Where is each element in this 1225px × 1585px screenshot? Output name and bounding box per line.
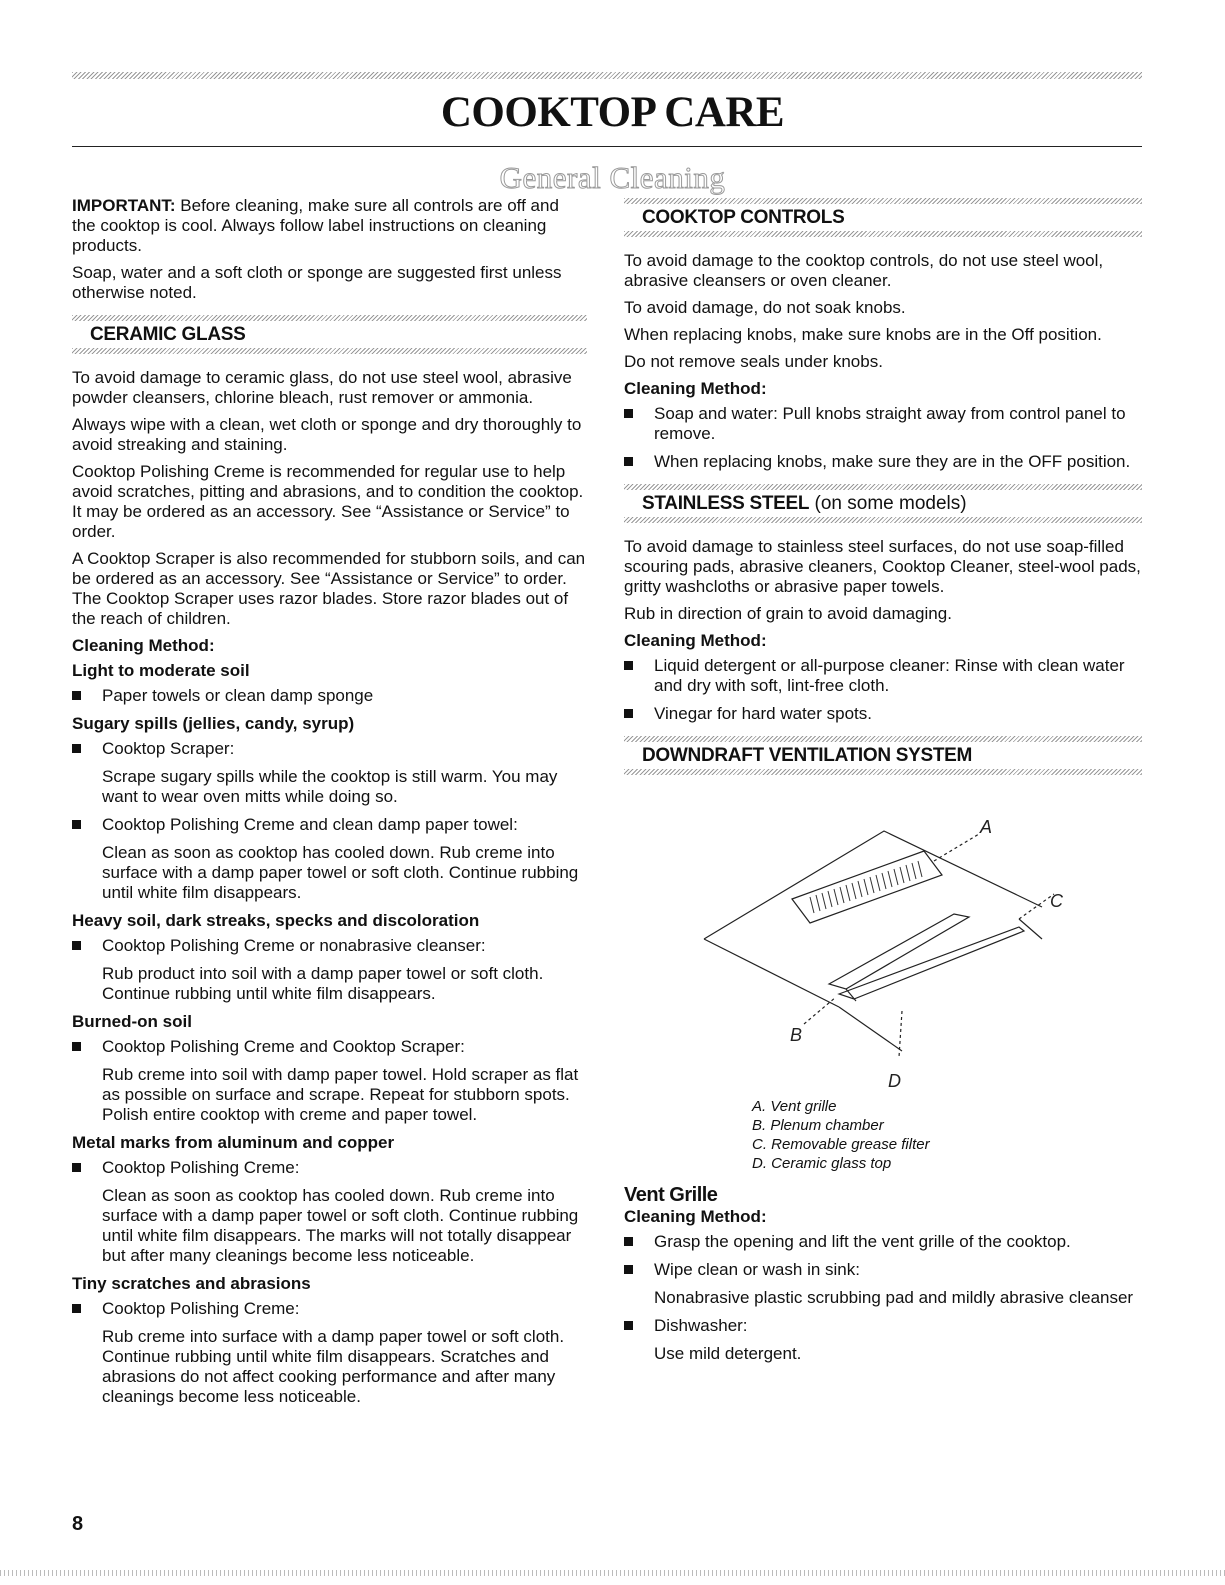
metal-marks-heading: Metal marks from aluminum and copper — [72, 1133, 395, 1152]
sugary-bullet-1-text: Scrape sugary spills while the cooktop is still warm. You may want to wear oven mitts while doing so. — [102, 767, 558, 806]
metal-bullet-1-text: Clean as soon as cooktop has cooled down. Rub creme into surface with a damp paper towel or soft cloth. Continue rubbing until white film disappears. The marks will not totally disappear but after many cleanings become less noticeable. — [102, 1186, 579, 1265]
stainless-steel-heading — [624, 484, 1142, 523]
steel-p2: Rub in direction of grain to avoid damaging. — [624, 604, 952, 623]
stainless-steel-note: (on some models) — [809, 493, 967, 514]
light-soil-bullet: Paper towels or clean damp sponge — [72, 686, 587, 706]
metal-bullet-1: Cooktop Polishing Creme: — [72, 1158, 587, 1178]
tiny-bullet-1-text: Rub creme into surface with a damp paper towel or soft cloth. Continue rubbing until white film disappears. Scratches and abrasions do not affect cooking performance and after many cleanings become less noticeable. — [102, 1327, 565, 1406]
diagram-caption — [624, 1097, 1142, 1173]
ceramic-p1: To avoid damage to ceramic glass, do not use steel wool, abrasive powder cleansers, chlorine bleach, rust remover or ammonia. — [72, 368, 572, 407]
steel-bullet-1: Liquid detergent or all-purpose cleaner: Rinse with clean water and dry with soft, lint-free cloth. — [624, 656, 1142, 696]
heavy-soil-heading: Heavy soil, dark streaks, specks and discoloration — [72, 911, 480, 930]
label-d: D — [888, 1071, 901, 1089]
vent-bullet-2-text: Nonabrasive plastic scrubbing pad and mildly abrasive cleanser — [654, 1288, 1134, 1307]
ceramic-glass-heading — [72, 315, 587, 354]
leader-d1 — [839, 1007, 902, 1051]
ceramic-p4: A Cooktop Scraper is also recommended for stubborn soils, and can be ordered as an accessory. See “Assistance or Service” to order. The Cooktop Scraper uses razor blades. Store razor blades out of the reach of children. — [72, 549, 586, 628]
caption-a: A. Vent grille — [752, 1098, 837, 1115]
left-column — [72, 196, 587, 1415]
caption-b: B. Plenum chamber — [752, 1117, 884, 1134]
plenum-edge — [846, 989, 856, 1001]
sugary-bullet-2-text: Clean as soon as cooktop has cooled down. Rub creme into surface with a damp paper towel or soft cloth. Continue rubbing until white film disappears. — [102, 843, 579, 902]
controls-p1: To avoid damage to the cooktop controls, do not use steel wool, abrasive cleansers or oven cleaner. — [624, 251, 1104, 290]
top-hatch-bar — [72, 72, 1142, 79]
glass-top-front-edge — [704, 939, 839, 1007]
leader-b — [804, 997, 836, 1024]
tiny-scratches-heading: Tiny scratches and abrasions — [72, 1274, 311, 1293]
downdraft-heading — [624, 736, 1142, 775]
vent-grille-heading: Vent Grille — [624, 1184, 718, 1206]
vent-bullet-3: Dishwasher: — [624, 1316, 1142, 1336]
controls-p2: To avoid damage, do not soak knobs. — [624, 298, 906, 317]
burned-bullet-1: Cooktop Polishing Creme and Cooktop Scraper: — [72, 1037, 587, 1057]
stainless-steel-heading-text: STAINLESS STEEL — [642, 493, 810, 514]
tiny-bullet-1: Cooktop Polishing Creme: — [72, 1299, 587, 1319]
vent-slots — [810, 861, 922, 913]
ceramic-p3: Cooktop Polishing Creme is recommended for regular use to help avoid scratches, pitting and abrasions, and to condition the cooktop. It may be ordered as an accessory. See “Assistance or Service” to order. — [72, 462, 584, 541]
sugary-bullet-2: Cooktop Polishing Creme and clean damp paper towel: — [72, 815, 587, 835]
downdraft-heading-text: DOWNDRAFT VENTILATION SYSTEM — [642, 745, 973, 766]
ceramic-glass-heading-text: CERAMIC GLASS — [90, 324, 246, 345]
steel-cleaning-method: Cleaning Method: — [624, 631, 767, 650]
controls-bullet-1: Soap and water: Pull knobs straight away from control panel to remove. — [624, 404, 1142, 444]
downdraft-illustration — [624, 789, 1142, 1089]
controls-p4: Do not remove seals under knobs. — [624, 352, 883, 371]
plenum-chamber-shape — [829, 914, 969, 989]
burned-bullet-1-text: Rub creme into soil with damp paper towel. Hold scraper as flat as possible on surface and scrape. Repeat for stubborn spots. Polish entire cooktop with creme and paper towel. — [102, 1065, 579, 1124]
heavy-bullet-1-text: Rub product into soil with a damp paper towel or soft cloth. Continue rubbing until white film disappears. — [102, 964, 544, 1003]
important-label: IMPORTANT: — [72, 196, 176, 215]
leader-c — [1019, 894, 1054, 919]
important-paragraph — [72, 196, 587, 256]
light-soil-heading: Light to moderate soil — [72, 661, 250, 680]
vent-cleaning-method: Cleaning Method: — [624, 1207, 767, 1226]
sugary-bullet-1: Cooktop Scraper: — [72, 739, 587, 759]
caption-c: C. Removable grease filter — [752, 1136, 930, 1153]
cleaning-method-heading: Cleaning Method: — [72, 636, 215, 655]
ceramic-p2: Always wipe with a clean, wet cloth or sponge and dry thoroughly to avoid streaking and staining. — [72, 415, 582, 454]
burned-soil-heading: Burned-on soil — [72, 1012, 192, 1031]
vent-bullet-2: Wipe clean or wash in sink: — [624, 1260, 1142, 1280]
controls-cleaning-method: Cleaning Method: — [624, 379, 767, 398]
heavy-bullet-1: Cooktop Polishing Creme or nonabrasive cleanser: — [72, 936, 587, 956]
page-title: COOKTOP CARE — [440, 89, 785, 136]
cooktop-controls-heading-text: COOKTOP CONTROLS — [642, 207, 845, 228]
important-text: Before cleaning, make sure all controls are off and the cooktop is cool. Always follow label instructions on cleaning products. — [72, 196, 559, 255]
bottom-hatch-bar — [0, 1570, 1225, 1576]
intro-paragraph: Soap, water and a soft cloth or sponge are suggested first unless otherwise noted. — [72, 263, 562, 302]
vent-grille-shape — [792, 851, 942, 923]
glass-top-edge — [704, 831, 1042, 939]
leader-a — [934, 834, 979, 861]
controls-bullet-2: When replacing knobs, make sure they are in the OFF position. — [624, 452, 1142, 472]
caption-d: D. Ceramic glass top — [752, 1155, 892, 1172]
steel-p1: To avoid damage to stainless steel surfaces, do not use soap-filled scouring pads, abrasive cleaners, Cooktop Cleaner, steel-wool pads, gritty washcloths or abrasive paper towels. — [624, 537, 1141, 596]
label-a: A — [980, 817, 993, 837]
controls-p3: When replacing knobs, make sure knobs are in the Off position. — [624, 325, 1102, 344]
right-column — [624, 196, 1142, 1372]
vent-bullet-1: Grasp the opening and lift the vent grille of the cooktop. — [624, 1232, 1142, 1252]
steel-bullet-2: Vinegar for hard water spots. — [624, 704, 1142, 724]
title-rule — [72, 146, 1142, 147]
page-number: 8 — [72, 1513, 84, 1535]
cooktop-controls-heading — [624, 198, 1142, 237]
label-c: C — [1050, 891, 1063, 911]
downdraft-diagram — [624, 789, 1142, 1089]
label-b: B — [790, 1025, 803, 1045]
sugary-spills-heading: Sugary spills (jellies, candy, syrup) — [72, 714, 355, 733]
vent-bullet-3-text: Use mild detergent. — [654, 1344, 802, 1363]
section-title: General Cleaning — [499, 160, 726, 195]
